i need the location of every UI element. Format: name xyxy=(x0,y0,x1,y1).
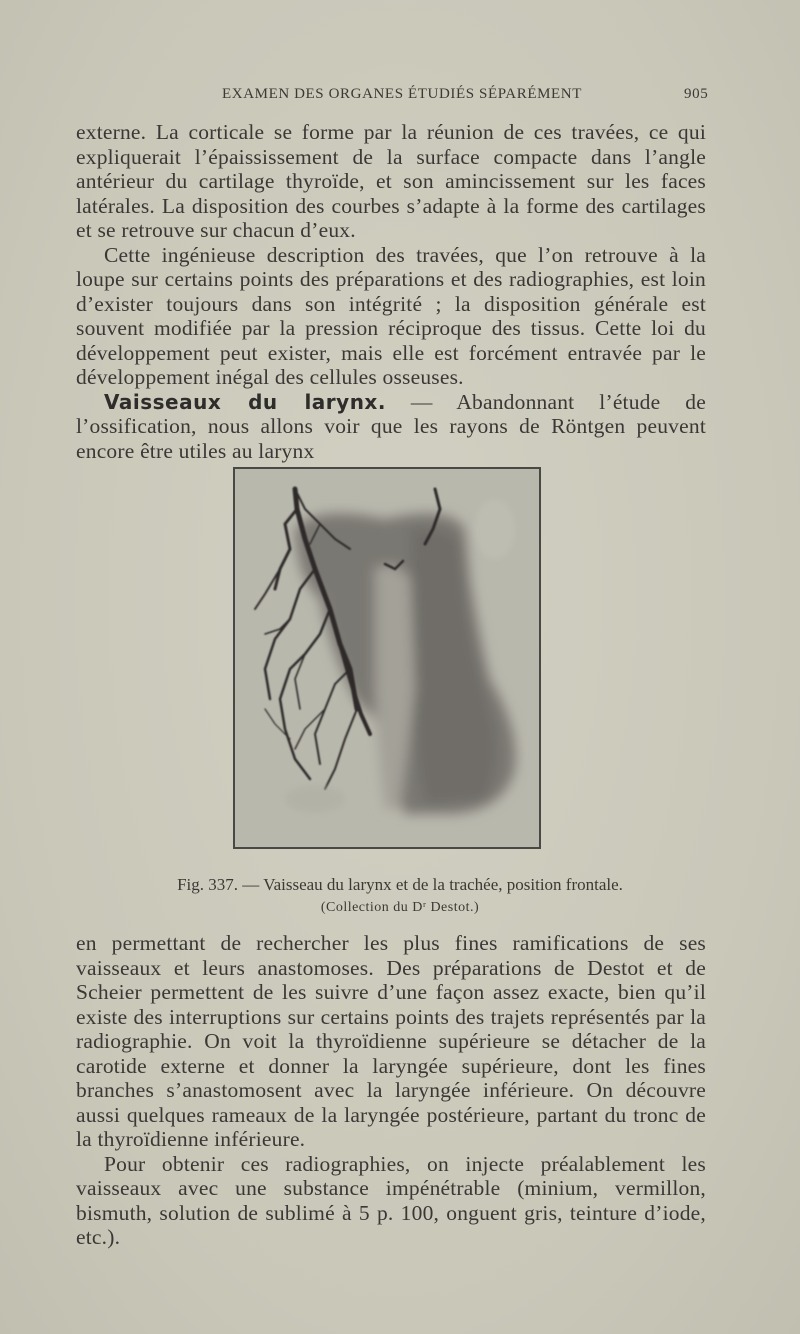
figure-radiograph xyxy=(233,467,541,849)
body-text-top xyxy=(76,120,706,463)
figure-caption: Fig. 337. — Vaisseau du larynx et de la trachée, position frontale. xyxy=(177,875,623,894)
paragraph: externe. La corticale se forme par la réunion de ces travées, ce qui expliquerait l’épaississement de la surface compacte dans l’angle antérieur du cartilage thyroïde, et son amincissement sur les faces latérales. La disposition des courbes s’adapte à la forme des cartilages et se retrouve sur chacun d’eux. xyxy=(76,120,706,242)
running-title: EXAMEN DES ORGANES ÉTUDIÉS SÉPARÉMENT xyxy=(222,86,582,102)
page-number: 905 xyxy=(684,86,709,102)
section-intro: — Abandonnant l’étude de l’ossification, nous allons voir que les rayons de Röntgen peuvent encore être utiles au larynx xyxy=(76,389,706,463)
figure-credit: (Collection du Dʳ Destot.) xyxy=(320,900,480,915)
section-paragraph xyxy=(76,390,706,464)
paragraph: en permettant de rechercher les plus fines ramifications de ses vaisseaux et leurs anastomoses. Des préparations de Destot et de Scheier permettent de les suivre d’une façon assez exacte, bien qu’il existe des interruptions sur certains points des trajets représentés par la radiographie. On voit la thyroïdienne supérieure se détacher de la carotide externe et donner la laryngée supérieure, dont les fines branches s’anastomosent avec la laryngée inférieure. On découvre aussi quelques rameaux de la laryngée postérieure, partant du tronc de la thyroïdienne inférieure. xyxy=(76,931,706,1151)
radiograph-image xyxy=(235,469,539,847)
paragraph: Cette ingénieuse description des travées, que l’on retrouve à la loupe sur certains points des préparations et des radiographies, est loin d’exister toujours dans son intégrité ; la disposition générale est souvent modifiée par la pression réciproque des tissus. Cette loi du développement peut exister, mais elle est forcément entravée par le développement inégal des cellules osseuses. xyxy=(76,242,706,389)
running-header xyxy=(0,86,800,106)
section-heading: Vaisseaux du larynx. xyxy=(104,389,386,414)
paragraph: Pour obtenir ces radiographies, on injecte préalablement les vaisseaux avec une substance impénétrable (minium, vermillon, bismuth, solution de sublimé à 5 p. 100, onguent gris, teinture d’iode, etc.). xyxy=(76,1151,706,1249)
body-text-bottom xyxy=(76,931,706,1250)
